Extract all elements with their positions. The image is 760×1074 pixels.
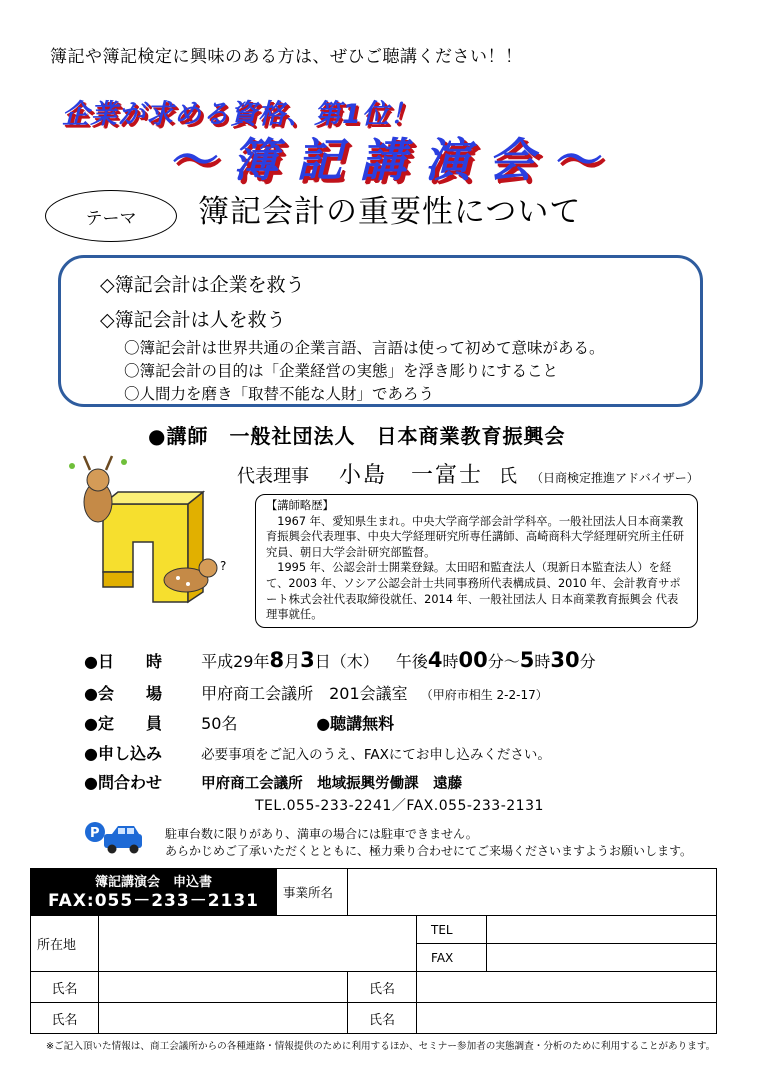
apply-label: ●申し込み bbox=[84, 744, 162, 763]
lecturer-name: 小島 一富士 bbox=[339, 463, 484, 488]
capacity-text: 50名 bbox=[201, 714, 238, 733]
time-pm: 午後 bbox=[395, 652, 428, 671]
parking-car-icon bbox=[84, 820, 146, 856]
bio-paragraph-1: 1967 年、愛知県生まれ。中央大学商学部会計学科卒。一般社団法人日本商業教育振興会代表理事、中央大学経理研究所専任講師、高崎商科大学経理研究所主任研究員、朝日大学会計研究部監督。 bbox=[266, 514, 684, 559]
date-month-unit: 月 bbox=[284, 652, 301, 671]
time-start-hour-unit: 時 bbox=[442, 652, 459, 671]
name-field-2[interactable] bbox=[417, 972, 717, 1003]
lecturer-bio bbox=[255, 494, 698, 628]
application-form bbox=[30, 868, 717, 1034]
name-field-3[interactable] bbox=[99, 1003, 348, 1034]
time-end-hour-unit: 時 bbox=[534, 652, 551, 671]
tel-field[interactable] bbox=[487, 916, 717, 944]
tel-fax: TEL.055-233-2241／FAX.055-233-2131 bbox=[255, 798, 544, 814]
name-field-1[interactable] bbox=[99, 972, 348, 1003]
time-end-min-unit: 分 bbox=[579, 652, 596, 671]
theme-label bbox=[45, 190, 177, 242]
tel-label: TEL bbox=[417, 916, 487, 944]
apply-row bbox=[84, 741, 551, 764]
form-header-title: 簿記講演会 申込書 bbox=[95, 875, 213, 890]
title-subheading: 企業が求める資格、第1位！ bbox=[62, 99, 418, 130]
parking-line-2: あらかじめご了承いただくとともに、極力乗り合わせにてご来場くださいますようお願いします。 bbox=[165, 844, 693, 858]
venue-text: 甲府商工会議所 201会議室 bbox=[201, 684, 408, 703]
date-row bbox=[84, 648, 596, 672]
contact-row bbox=[84, 770, 462, 793]
mascot-illustration bbox=[58, 452, 248, 624]
theme-text: 簿記会計の重要性について bbox=[198, 194, 582, 230]
point-circle-1: 〇簿記会計は世界共通の企業言語、言語は使って初めて意味がある。 bbox=[124, 339, 605, 357]
date-label: ●日 時 bbox=[84, 652, 162, 671]
point-diamond-1: ◇簿記会計は企業を救う bbox=[100, 274, 305, 296]
free-admission: ●聴講無料 bbox=[316, 714, 395, 733]
date-day-unit: 日（木） bbox=[314, 652, 379, 671]
address-field[interactable] bbox=[99, 916, 417, 972]
contact-label: ●問合わせ bbox=[84, 773, 162, 792]
point-diamond-2: ◇簿記会計は人を救う bbox=[100, 309, 286, 331]
lecturer-title: 代表理事 bbox=[237, 466, 309, 487]
company-label: 事業所名 bbox=[277, 869, 348, 916]
parking-notice bbox=[165, 826, 692, 860]
name-label-4: 氏名 bbox=[348, 1003, 417, 1034]
lecturer-org: ●講師 一般社団法人 日本商業教育振興会 bbox=[148, 424, 566, 448]
lecturer-rep bbox=[237, 458, 699, 489]
point-circle-2: 〇簿記会計の目的は「企業経営の実態」を浮き彫りにすること bbox=[124, 362, 559, 380]
capacity-label: ●定 員 bbox=[84, 714, 162, 733]
lecturer-note: （日商検定推進アドバイザー） bbox=[531, 471, 699, 485]
time-start-min-unit: 分～ bbox=[487, 652, 520, 671]
venue-address: （甲府市相生 2-2-17） bbox=[420, 688, 548, 702]
form-header bbox=[31, 869, 277, 916]
capacity-row bbox=[84, 711, 394, 734]
bio-heading: 【講師略歴】 bbox=[266, 499, 334, 512]
lecturer-suffix: 氏 bbox=[499, 466, 518, 487]
privacy-footer: ※ご記入頂いた情報は、商工会議所からの各種連絡・情報提供のために利用するほか、セミナー参加者の実態調査・分析のために利用することがあります。 bbox=[46, 1041, 716, 1052]
theme-label-text: テーマ bbox=[85, 208, 137, 229]
svg-text:P: P bbox=[90, 826, 100, 841]
point-circle-3: 〇人間力を磨き「取替不能な人財」であろう bbox=[124, 385, 435, 403]
venue-label: ●会 場 bbox=[84, 684, 162, 703]
venue-row bbox=[84, 681, 548, 704]
date-day: 3 bbox=[300, 648, 315, 672]
apply-text: 必要事項をご記入のうえ、FAXにてお申し込みください。 bbox=[201, 747, 551, 763]
address-label: 所在地 bbox=[31, 916, 99, 972]
time-end-hour: 5 bbox=[519, 648, 535, 672]
intro-text: 簿記や簿記検定に興味のある方は、ぜひご聴講ください！！ bbox=[50, 47, 523, 67]
fax-label: FAX bbox=[417, 944, 487, 972]
contact-text: 甲府商工会議所 地域振興労働課 遠藤 bbox=[201, 776, 463, 792]
name-field-4[interactable] bbox=[417, 1003, 717, 1034]
date-era: 平成29年 bbox=[201, 652, 270, 671]
title-heading: ～簿記講演会～ bbox=[168, 133, 616, 187]
fax-field[interactable] bbox=[487, 944, 717, 972]
company-field[interactable] bbox=[348, 869, 717, 916]
time-start-min: 00 bbox=[458, 648, 488, 672]
name-label-1: 氏名 bbox=[31, 972, 99, 1003]
name-label-3: 氏名 bbox=[31, 1003, 99, 1034]
form-header-fax: FAX:055－233－2131 bbox=[48, 891, 260, 911]
time-end-min: 30 bbox=[550, 648, 580, 672]
svg-text:?: ? bbox=[220, 559, 227, 573]
date-month: 8 bbox=[269, 648, 285, 672]
bio-paragraph-2: 1995 年、公認会計士開業登録。太田昭和監査法人（現新日本監査法人）を経て、2003 年、ソシア公認会計士共同事務所代表構成員、2010 年、会計教育サポート株式会社代表取締役就任、2014 年、一般社団法人 日本商業教育振興会 代表理事就任。 bbox=[266, 561, 681, 622]
parking-line-1: 駐車台数に限りがあり、満車の場合には駐車できません。 bbox=[165, 827, 478, 841]
time-start-hour: 4 bbox=[427, 648, 443, 672]
name-label-2: 氏名 bbox=[348, 972, 417, 1003]
